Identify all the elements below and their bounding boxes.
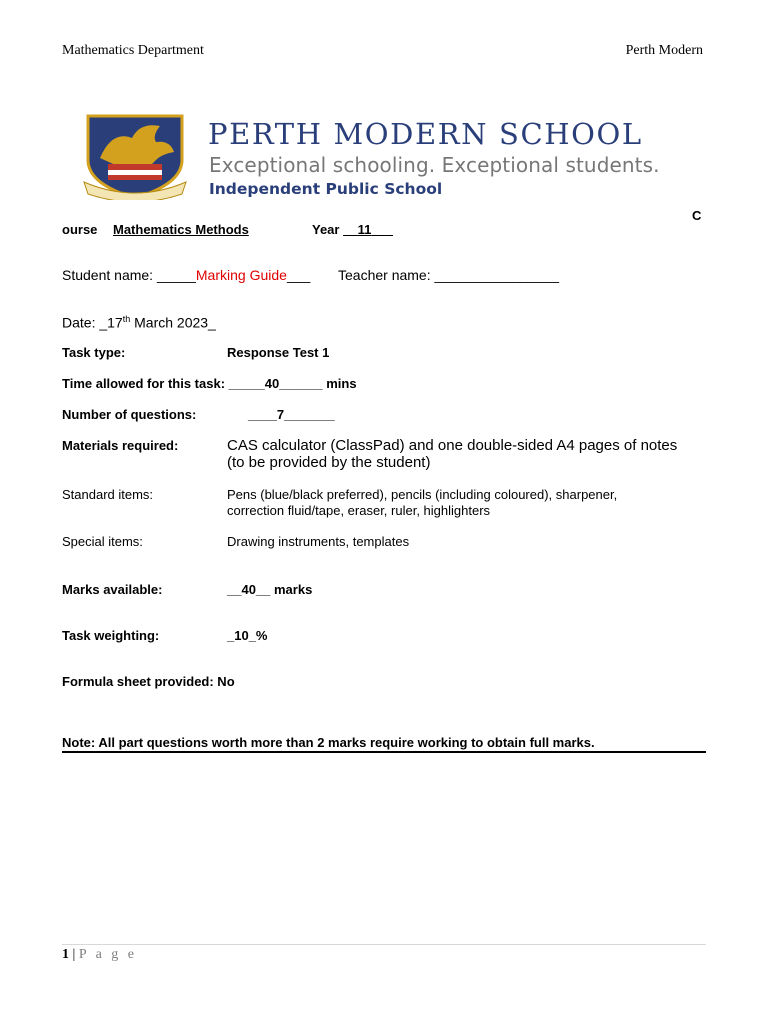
formula-sheet: Formula sheet provided: No bbox=[62, 674, 235, 689]
special-items-value: Drawing instruments, templates bbox=[227, 534, 410, 549]
footer-divider bbox=[62, 944, 706, 945]
page-word: P a g e bbox=[78, 947, 138, 962]
marks-value: __40__ marks bbox=[227, 582, 313, 597]
year-value: __11__ bbox=[343, 222, 386, 237]
year-field bbox=[312, 222, 393, 237]
task-type-value: Response Test 1 bbox=[227, 345, 330, 360]
note-divider bbox=[62, 751, 706, 753]
materials-label: Materials required: bbox=[62, 438, 179, 453]
questions-value: ____7_______ bbox=[248, 407, 335, 422]
page-number: 1 bbox=[62, 947, 69, 962]
stray-letter: C bbox=[692, 208, 702, 223]
materials-line-1: CAS calculator (ClassPad) and one double-sided A4 pages of notes bbox=[227, 437, 678, 454]
time-allowed: Time allowed for this task: _____40______ mins bbox=[62, 376, 357, 391]
standard-items-line-1: Pens (blue/black preferred), pencils (including coloured), sharpener, bbox=[227, 487, 618, 502]
school-crest-logo bbox=[82, 112, 188, 200]
header-school: Perth Modern bbox=[625, 43, 703, 58]
materials-line-2: (to be provided by the student) bbox=[227, 454, 431, 471]
course-label: ourse bbox=[62, 222, 98, 237]
task-type-label: Task type: bbox=[62, 345, 126, 360]
student-name-field: Student name: _____Marking Guide___ bbox=[62, 267, 311, 283]
course-value: Mathematics Methods bbox=[113, 222, 249, 237]
student-name-value: Marking Guide bbox=[195, 267, 287, 283]
year-label: Year bbox=[312, 222, 340, 237]
school-tagline: Exceptional schooling. Exceptional students. bbox=[209, 153, 660, 177]
teacher-name-field: Teacher name: ________________ bbox=[338, 267, 560, 283]
special-items-label: Special items: bbox=[62, 534, 143, 549]
page-footer: 1 | P a g e bbox=[62, 947, 138, 962]
weighting-value: _10_% bbox=[227, 628, 268, 643]
working-note: Note: All part questions worth more than 2 marks require working to obtain full marks. bbox=[62, 735, 595, 750]
date-field: Date: _17th March 2023_ bbox=[62, 314, 216, 331]
school-subtitle: Independent Public School bbox=[209, 180, 443, 198]
questions-label: Number of questions: bbox=[62, 407, 197, 422]
standard-items-label: Standard items: bbox=[62, 487, 154, 502]
school-name: PERTH MODERN SCHOOL bbox=[208, 117, 643, 151]
marks-label: Marks available: bbox=[62, 582, 163, 597]
weighting-label: Task weighting: bbox=[62, 628, 160, 643]
header-department: Mathematics Department bbox=[62, 43, 204, 58]
standard-items-line-2: correction fluid/tape, eraser, ruler, highlighters bbox=[227, 503, 491, 518]
